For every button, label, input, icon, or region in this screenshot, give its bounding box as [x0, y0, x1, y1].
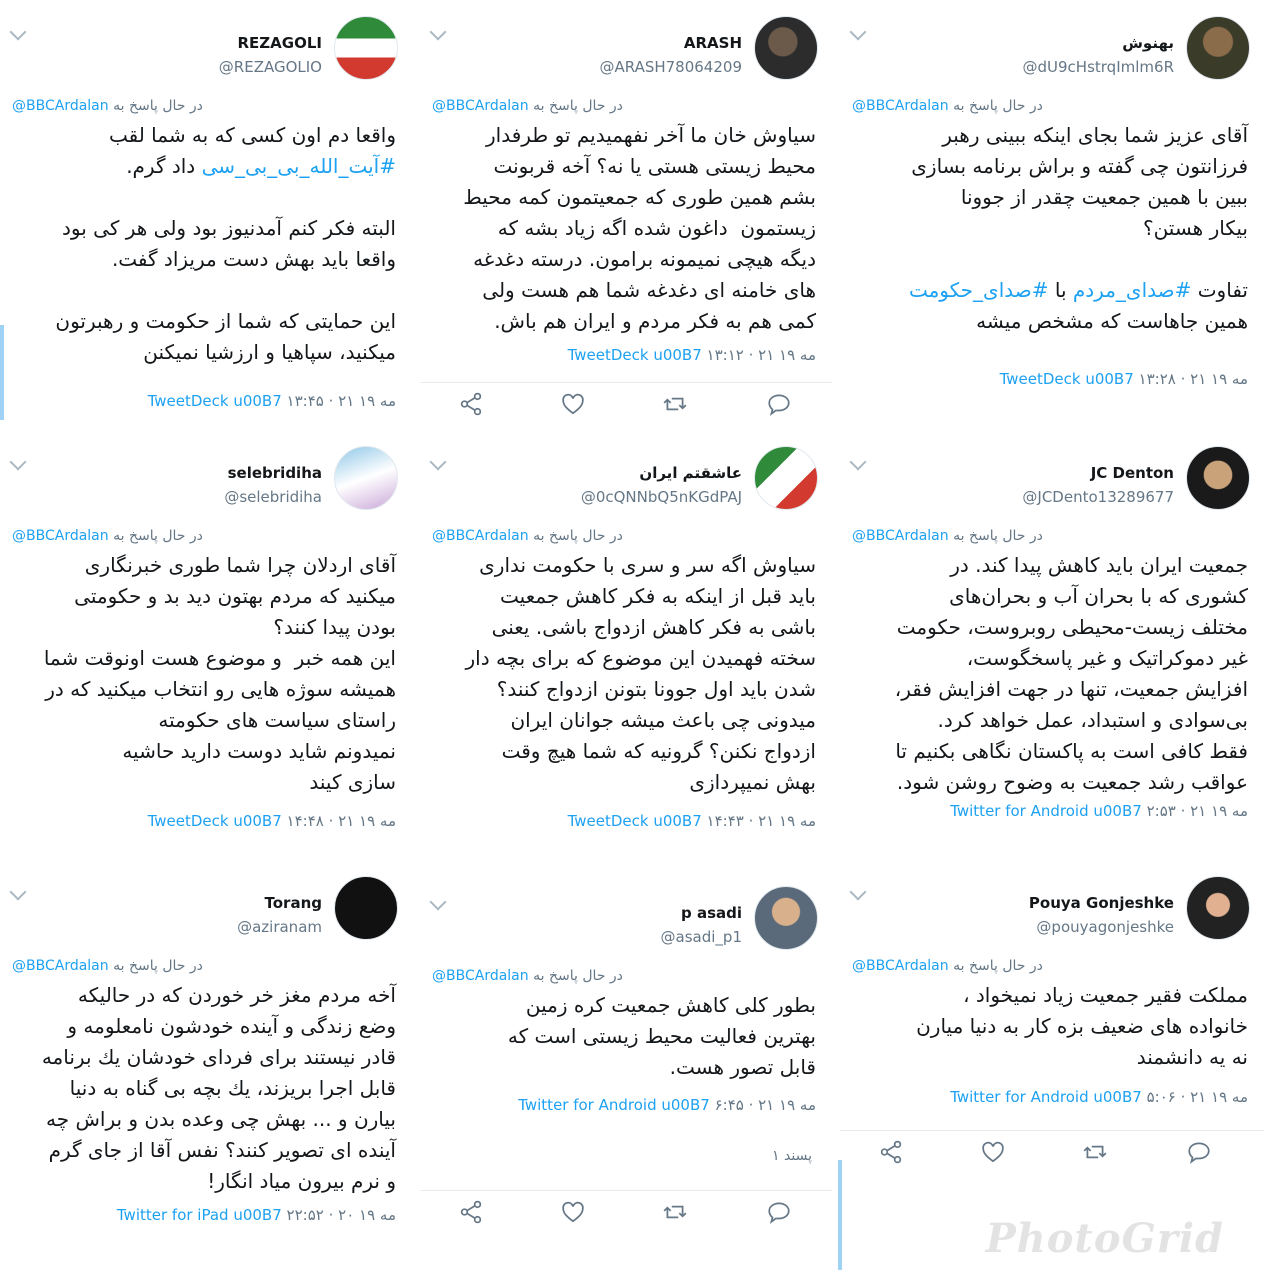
- display-name[interactable]: JC Denton: [1090, 464, 1174, 482]
- tweet-text-line: آقای عزیز شما بجای اینکه ببینی رهبر: [942, 123, 1248, 147]
- display-name[interactable]: Pouya Gonjeshke: [1028, 894, 1174, 912]
- chevron-down-icon[interactable]: [10, 24, 27, 41]
- tweet-text-line: خانواده های ضعیف بزه کار به دنیا میارن: [916, 1014, 1248, 1038]
- tweet-text-line: زیستمون داغون شده اگه زیاد بشه که: [497, 216, 816, 240]
- tweet-card[interactable]: [840, 430, 1264, 850]
- tweet-text-line: قابل اجرا بریزند، یك بچه بی گناه به دنیا: [69, 1076, 396, 1100]
- tweet-text-line: ازدواج نکنن؟ گرونیه که شما هیچ وقت: [501, 739, 816, 763]
- tweet-text: [852, 980, 1248, 1073]
- tweet-text-line: فقط کافی است به پاکستان نگاهی بکنیم تا: [895, 739, 1248, 763]
- tweet-text-line: واقعا دم اون کسی که به شما لقب: [108, 123, 396, 147]
- tweet-text-line: قادر نیستند برای فردای خودشان یك برنامه: [41, 1045, 396, 1069]
- tweet-text-line: راستای سیاست های حکومته: [158, 708, 396, 732]
- tweet-text-line: کشوری که با بحران آب و بحران‌های: [949, 584, 1248, 608]
- tweet-text-line: بیارن و ... بهش چی وعده بدن و براش چه: [46, 1107, 396, 1131]
- reply-context: [432, 98, 818, 114]
- tweet-text-line: بودن پیدا کنند؟: [273, 615, 396, 639]
- tweet-text-line: میدونی چی باعث میشه جوانان ایران: [510, 708, 816, 732]
- tweet-card[interactable]: [0, 430, 412, 850]
- tweet-text-line: بشم همین طوری که جمعیتمون کمه محیط: [463, 185, 816, 209]
- avatar[interactable]: [1186, 876, 1250, 940]
- reply-prefix: در حال پاسخ به: [533, 968, 623, 984]
- tweet-actions: [420, 1190, 832, 1231]
- reply-prefix: در حال پاسخ به: [113, 958, 203, 974]
- user-handle[interactable]: @dU9cHstrqImlm6R: [1022, 58, 1174, 76]
- tweet-source[interactable]: Twitter for Android u00B7: [950, 802, 1142, 820]
- chevron-down-icon[interactable]: [850, 454, 867, 471]
- display-name[interactable]: بهنوش: [1122, 34, 1174, 52]
- display-name[interactable]: p asadi: [680, 904, 742, 922]
- user-handle[interactable]: @aziranam: [237, 918, 322, 936]
- tweet-text-line: سیاوش اگه سر و سری با حکومت نداری: [479, 553, 816, 577]
- user-handle[interactable]: @0cQNNbQ5nKGdPAJ: [580, 488, 742, 506]
- display-name[interactable]: selebridiha: [227, 464, 322, 482]
- reply-prefix: در حال پاسخ به: [533, 98, 623, 114]
- reply-target-link[interactable]: @BBCArdalan: [12, 98, 109, 114]
- tweet-text-line: #آیت_الله_بی_بی_سی داد گرم.: [126, 154, 396, 178]
- tweet-text-line: سخته فهمیدن این موضوع که برای بچه دار: [465, 646, 816, 670]
- tweet-text-line: [12, 182, 396, 213]
- tweet-text-line: آینده ای تصویر کنند؟ نفس آقا از جای گرم: [48, 1138, 396, 1162]
- reply-prefix: در حال پاسخ به: [113, 528, 203, 544]
- tweet-card[interactable]: [420, 0, 832, 420]
- avatar[interactable]: [334, 876, 398, 940]
- tweet-meta: [1000, 370, 1248, 388]
- user-handle[interactable]: @selebridiha: [224, 488, 322, 506]
- reply-context: [432, 968, 818, 984]
- user-handle[interactable]: @asadi_p1: [660, 928, 742, 946]
- tweet-source[interactable]: Twitter for iPad u00B7: [116, 1206, 282, 1224]
- reply-context: [12, 98, 398, 114]
- tweet-text-line: نه یه دانشمند: [1136, 1045, 1248, 1069]
- tweet-source[interactable]: TweetDeck u00B7: [999, 370, 1134, 388]
- tweet-text-line: بهش نمیپردازی: [689, 770, 816, 794]
- reply-prefix: در حال پاسخ به: [953, 98, 1043, 114]
- avatar[interactable]: [1186, 16, 1250, 80]
- reply-target-link[interactable]: @BBCArdalan: [852, 528, 949, 544]
- tweet-meta: [950, 802, 1248, 820]
- tweet-text-line: البته فکر کنم آمدنیوز بود ولی هر کی بود: [62, 216, 396, 240]
- tweet-text-line: آقای اردلان چرا شما طوری خبرنگاری: [84, 553, 396, 577]
- display-name[interactable]: ARASH: [683, 34, 742, 52]
- tweet-text-line: باید قبل از اینکه به فکر کاهش جمعیت: [500, 584, 816, 608]
- watermark-text: PhotoGrid: [985, 1215, 1224, 1262]
- like-count[interactable]: ۱ پسند: [772, 1148, 812, 1164]
- avatar[interactable]: [754, 446, 818, 510]
- tweet-timestamp[interactable]: ۱۳:۲۸ · ۲۱ مه ۱۹: [1138, 370, 1248, 388]
- reply-prefix: در حال پاسخ به: [113, 98, 203, 114]
- reply-context: [12, 958, 398, 974]
- user-handle[interactable]: @JCDento13289677: [1022, 488, 1174, 506]
- tweet-text: [852, 120, 1248, 337]
- tweet-card[interactable]: [840, 860, 1264, 1270]
- tweet-text-line: بطور کلی کاهش جمعیت کره زمین: [525, 993, 816, 1017]
- tweet-text-line: کمی هم به فکر مردم و ایران هم باش.: [494, 309, 816, 333]
- tweet-actions: [840, 1130, 1264, 1171]
- tweet-text-line: آخه مردم مغز خر خوردن که در حالیکه: [77, 983, 396, 1007]
- tweet-text-line: مملکت فقیر جمعیت زیاد نمیخواد ،: [963, 983, 1248, 1007]
- thread-line: [838, 1160, 842, 1270]
- reply-context: [12, 528, 398, 544]
- share-icon[interactable]: [878, 1139, 904, 1165]
- avatar[interactable]: [754, 16, 818, 80]
- tweet-text: [12, 550, 396, 798]
- tweet-text-line: بی‌سوادی و استبداد، عمل خواهد کرد.: [937, 708, 1248, 732]
- tweet-text-line: عواقب رشد جمعیت به وضوح روشن شود.: [896, 770, 1248, 794]
- tweet-card[interactable]: [840, 0, 1264, 420]
- tweet-text-line: همین جاهاست که مشخص میشه: [976, 309, 1248, 333]
- tweet-timestamp[interactable]: ۵:۰۶ · ۲۱ مه ۱۹: [1146, 1088, 1248, 1106]
- tweet-timestamp[interactable]: ۶:۴۵ · ۲۱ مه ۱۹: [714, 1096, 816, 1114]
- tweet-text: [432, 550, 816, 798]
- reply-context: [852, 958, 1250, 974]
- user-handle[interactable]: @pouyagonjeshke: [1036, 918, 1174, 936]
- tweet-text-line: نمیدونم شاید دوست دارید حاشیه: [122, 739, 396, 763]
- reply-target-link[interactable]: @BBCArdalan: [432, 528, 529, 544]
- chevron-down-icon[interactable]: [10, 454, 27, 471]
- reply-prefix: در حال پاسخ به: [533, 528, 623, 544]
- tweet-meta: [148, 392, 396, 410]
- reply-context: [432, 528, 818, 544]
- retweet-icon[interactable]: [662, 1199, 688, 1225]
- tweet-text-line: غیر دموکراتیک و غیر پاسخگوست،: [966, 646, 1248, 670]
- tweet-text-line: این همه خبر و موضوع هست اونوقت شما: [43, 646, 396, 670]
- display-name[interactable]: Torang: [264, 894, 322, 912]
- heart-icon[interactable]: [560, 391, 586, 417]
- tweet-text-line: تفاوت #صدای_مردم با #صدای_حکومت: [908, 278, 1248, 302]
- reply-icon[interactable]: [1186, 1139, 1212, 1165]
- user-handle[interactable]: @REZAGOLIO: [218, 58, 322, 76]
- tweet-meta: [117, 1206, 396, 1224]
- retweet-icon[interactable]: [1082, 1139, 1108, 1165]
- tweet-text-line: ببین با همین جمعیت چقدر از جوونا: [960, 185, 1248, 209]
- chevron-down-icon[interactable]: [850, 24, 867, 41]
- tweet-text: [852, 550, 1248, 798]
- avatar[interactable]: [334, 16, 398, 80]
- tweet-meta: [568, 812, 816, 830]
- reply-target-link[interactable]: @BBCArdalan: [852, 958, 949, 974]
- user-handle[interactable]: @ARASH78064209: [599, 58, 742, 76]
- retweet-icon[interactable]: [662, 391, 688, 417]
- tweet-timestamp[interactable]: ۱۴:۴۳ · ۲۱ مه ۱۹: [706, 812, 816, 830]
- tweet-text: [432, 120, 816, 337]
- reply-prefix: در حال پاسخ به: [953, 958, 1043, 974]
- reply-context: [852, 528, 1250, 544]
- tweet-text-line: باشی به فکر کاهش ازدواج باشی. یعنی: [491, 615, 816, 639]
- reply-target-link[interactable]: @BBCArdalan: [432, 98, 529, 114]
- tweet-timestamp[interactable]: ۱۴:۴۸ · ۲۱ مه ۱۹: [286, 812, 396, 830]
- reply-icon[interactable]: [766, 1199, 792, 1225]
- tweet-text-line: دیگه هیچی نمیمونه برامون. درسته دغدغه: [473, 247, 816, 271]
- tweet-text-line: جمعیت ایران باید کاهش پیدا کند. در: [950, 553, 1248, 577]
- tweet-card[interactable]: [0, 860, 412, 1270]
- tweet-text-line: واقعا باید بهش دست مریزاد گفت.: [111, 247, 396, 271]
- tweet-text-line: مختلف زیست-محیطی روبروست، حکومت: [896, 615, 1248, 639]
- tweet-source[interactable]: TweetDeck u00B7: [147, 392, 282, 410]
- tweet-text-line: قابل تصور هست.: [669, 1055, 816, 1079]
- tweet-text-line: وضع زندگی و آینده خودشون نامعلومه و: [67, 1014, 396, 1038]
- tweet-timestamp[interactable]: ۱۳:۱۲ · ۲۱ مه ۱۹: [706, 346, 816, 364]
- tweet-meta: [950, 1088, 1248, 1106]
- tweet-card[interactable]: [0, 0, 412, 420]
- tweet-text-line: این حمایتی که شما از حکومت و رهبرتون: [55, 309, 396, 333]
- tweet-text-line: میکنید که مردم بهتون دید بد و حکومتی: [74, 584, 396, 608]
- reply-target-link[interactable]: @BBCArdalan: [432, 968, 529, 984]
- reply-prefix: در حال پاسخ به: [953, 528, 1043, 544]
- reply-target-link[interactable]: @BBCArdalan: [12, 528, 109, 544]
- tweet-text-line: همیشه سوژه هایی رو انتخاب میکنید که در: [45, 677, 396, 701]
- chevron-down-icon[interactable]: [10, 884, 27, 901]
- tweet-text-line: محیط زیستی هستی یا نه؟ آخه قربونت: [493, 154, 816, 178]
- tweet-meta: [148, 812, 396, 830]
- tweet-timestamp[interactable]: ۲۲:۵۲ · ۲۰ مه ۱۹: [286, 1206, 396, 1224]
- reply-context: [852, 98, 1250, 114]
- share-icon[interactable]: [458, 391, 484, 417]
- tweet-text-line: و نرم بیرون میاد انگار!: [207, 1169, 396, 1193]
- reply-target-link[interactable]: @BBCArdalan: [12, 958, 109, 974]
- tweet-text-line: میکنید، سپاهیا و ارزشیا نمیکنن: [143, 340, 396, 364]
- tweet-text: [12, 980, 396, 1197]
- tweet-source[interactable]: TweetDeck u00B7: [567, 812, 702, 830]
- avatar[interactable]: [754, 886, 818, 950]
- tweet-meta: [568, 346, 816, 364]
- tweet-text-line: [852, 244, 1248, 275]
- tweet-source[interactable]: TweetDeck u00B7: [567, 346, 702, 364]
- tweet-text: [12, 120, 396, 368]
- tweet-card[interactable]: [420, 870, 832, 1270]
- tweet-text-line: فرزانتون چی گفته و براش برنامه بسازی: [911, 154, 1248, 178]
- chevron-down-icon[interactable]: [850, 884, 867, 901]
- tweet-text-line: بهترین فعالیت محیط زیستی است که: [507, 1024, 816, 1048]
- tweet-text-line: های خامنه ای دغدغه شما هم هست ولی: [482, 278, 816, 302]
- tweet-card[interactable]: [420, 430, 832, 850]
- chevron-down-icon[interactable]: [430, 24, 447, 41]
- display-name[interactable]: عاشقتم ایران: [639, 464, 742, 482]
- avatar[interactable]: [1186, 446, 1250, 510]
- tweet-text-line: افزایش جمعیت، تنها در جهت افزایش فقر،: [894, 677, 1248, 701]
- tweet-text: [432, 990, 816, 1083]
- tweet-text-line: سیاوش خان ما آخر نفهمیدیم تو طرفدار: [485, 123, 816, 147]
- tweet-timestamp[interactable]: ۱۳:۴۵ · ۲۱ مه ۱۹: [286, 392, 396, 410]
- heart-icon[interactable]: [980, 1139, 1006, 1165]
- tweet-text-line: شدن باید اول جوونا بتونن ازدواج کنند؟: [496, 677, 816, 701]
- tweet-source[interactable]: TweetDeck u00B7: [147, 812, 282, 830]
- chevron-down-icon[interactable]: [430, 454, 447, 471]
- tweet-text-line: سازی کیند: [309, 770, 396, 794]
- tweet-actions: [420, 382, 832, 420]
- tweet-source[interactable]: Twitter for Android u00B7: [950, 1088, 1142, 1106]
- reply-icon[interactable]: [766, 391, 792, 417]
- share-icon[interactable]: [458, 1199, 484, 1225]
- avatar[interactable]: [334, 446, 398, 510]
- display-name[interactable]: REZAGOLI: [237, 34, 322, 52]
- tweet-timestamp[interactable]: ۲:۵۳ · ۲۱ مه ۱۹: [1146, 802, 1248, 820]
- thread-line: [0, 325, 4, 420]
- tweet-text-line: بیکار هستن؟: [1142, 216, 1248, 240]
- reply-target-link[interactable]: @BBCArdalan: [852, 98, 949, 114]
- chevron-down-icon[interactable]: [430, 894, 447, 911]
- tweet-meta: [518, 1096, 816, 1114]
- tweet-text-line: [12, 275, 396, 306]
- tweet-source[interactable]: Twitter for Android u00B7: [518, 1096, 710, 1114]
- heart-icon[interactable]: [560, 1199, 586, 1225]
